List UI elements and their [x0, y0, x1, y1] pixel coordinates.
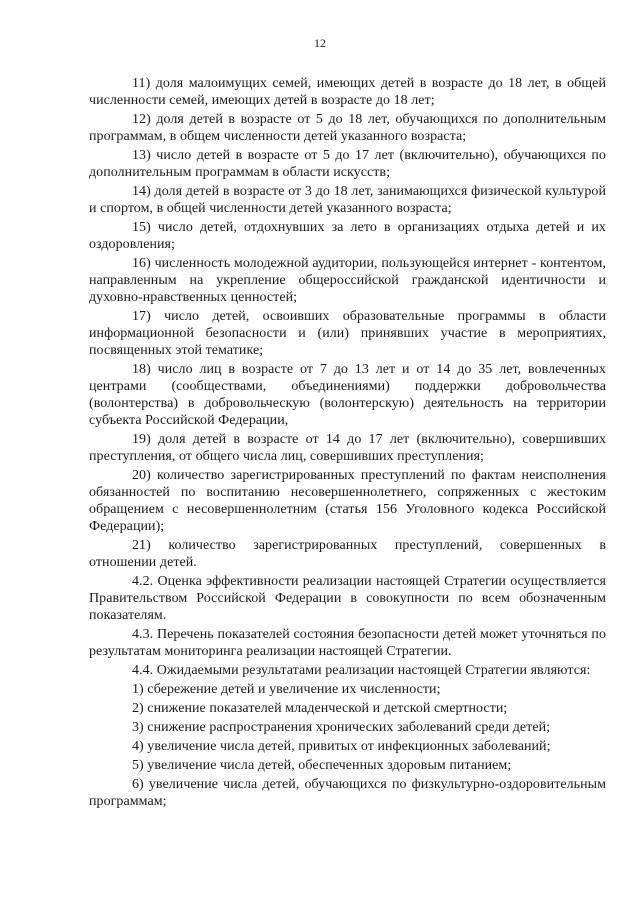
result-item-3: 3) снижение распространения хронических заболеваний среди детей;	[132, 720, 551, 735]
result-item-6: 6) увеличение числа детей, обучающихся по физкультурно-оздоровительным программам;	[89, 777, 606, 809]
result-item-4: 4) увеличение числа детей, привитых от инфекционных заболеваний;	[132, 739, 551, 754]
indicator-item-15: 15) число детей, отдохнувших за лето в организациях отдыха детей и их оздоровления;	[89, 220, 606, 252]
indicator-item-11: 11) доля малоимущих семей, имеющих детей в возрасте до 18 лет, в общей численности семей, имеющих детей в возрасте до 18 лет;	[89, 76, 606, 108]
result-item-2: 2) снижение показателей младенческой и детской смертности;	[132, 701, 508, 716]
page-number: 12	[314, 36, 326, 50]
indicator-item-18: 18) число лиц в возрасте от 7 до 13 лет и от 14 до 35 лет, вовлеченных центрами (сообществами, объединениями) поддержки добровольчества (волонтерства) в добровольческую (волонтерскую) деятельность на территории субъекта Российской Федерации,	[89, 362, 606, 428]
section-4-4: 4.4. Ожидаемыми результатами реализации настоящей Стратегии являются:	[132, 663, 591, 678]
indicator-item-17: 17) число детей, освоивших образовательные программы в области информационной безопасности и (или) принявших участие в мероприятиях, посвященных этой тематике;	[89, 309, 606, 358]
indicator-item-12: 12) доля детей в возрасте от 5 до 18 лет, обучающихся по дополнительным программам, в общем численности детей указанного возраста;	[89, 112, 606, 144]
indicator-item-19: 19) доля детей в возрасте от 14 до 17 лет (включительно), совершивших преступления, от общего числа лиц, совершивших преступления;	[89, 432, 606, 464]
indicator-item-13: 13) число детей в возрасте от 5 до 17 лет (включительно), обучающихся по дополнительным программам в области искусств;	[89, 148, 606, 180]
result-item-5: 5) увеличение числа детей, обеспеченных здоровым питанием;	[132, 758, 512, 773]
section-4-3: 4.3. Перечень показателей состояния безопасности детей может уточняться по результатам мониторинга реализации настоящей Стратегии.	[89, 627, 606, 659]
result-item-1: 1) сбережение детей и увеличение их численности;	[132, 682, 441, 697]
indicator-item-21: 21) количество зарегистрированных преступлений, совершенных в отношении детей.	[89, 538, 606, 570]
indicator-item-14: 14) доля детей в возрасте от 3 до 18 лет, занимающихся физической культурой и спортом, в общей численности детей указанного возраста;	[89, 184, 606, 216]
indicator-item-20: 20) количество зарегистрированных преступлений по фактам неисполнения обязанностей по воспитанию несовершеннолетнего, сопряженных с жестоким обращением с несовершеннолетним (статья 156 Уголовного кодекса Российской Федерации);	[89, 468, 606, 534]
document-body	[89, 75, 606, 812]
section-4-2: 4.2. Оценка эффективности реализации настоящей Стратегии осуществляется Правительством Российской Федерации в совокупности по всем обозначенным показателям.	[89, 574, 606, 623]
indicator-item-16: 16) численность молодежной аудитории, пользующейся интернет - контентом, направленным на укрепление общероссийской гражданской идентичности и духовно-нравственных ценностей;	[89, 256, 606, 305]
